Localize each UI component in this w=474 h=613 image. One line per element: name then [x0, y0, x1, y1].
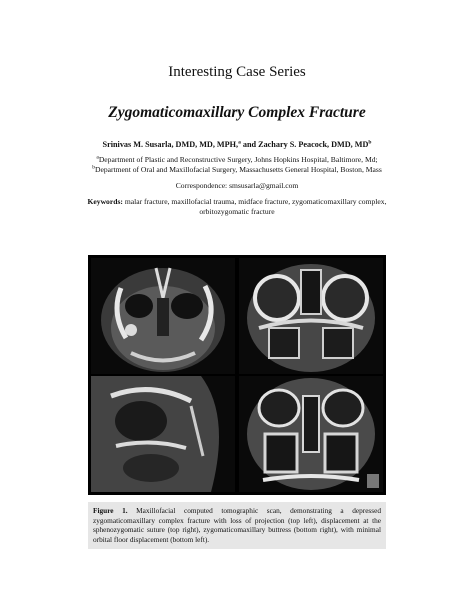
affiliation-b	[0, 165, 474, 175]
figure-label: Figure 1.	[93, 506, 128, 515]
affiliation-a-mark: a	[96, 154, 99, 161]
author-a: Srinivas M. Susarla, DMD, MD, MPH,	[102, 140, 239, 149]
affiliation-a-text: Department of Plastic and Reconstructive Surgery, Johns Hopkins Hospital, Baltimore, Md;	[98, 155, 378, 164]
series-heading: Interesting Case Series	[168, 64, 306, 80]
affiliation-b-text: Department of Oral and Maxillofacial Surgery, Massachusetts General Hospital, Boston, Mass	[94, 165, 382, 174]
ct-figure	[88, 255, 386, 495]
author-b: and Zachary S. Peacock, DMD, MD	[240, 140, 369, 149]
author-b-mark: b	[368, 139, 372, 146]
keywords	[80, 197, 394, 217]
affiliations	[0, 155, 474, 175]
ct-panel-top-right	[239, 258, 383, 374]
figure-caption-text: Maxillofacial computed tomographic scan, demonstrating a depressed zygomaticomaxillary complex fracture with loss of projection (top left), displacement at the sphenozygomatic suture (top right), zygomaticomaxillary buttress (bottom right), with minimal orbital floor displacement (bottom left).	[93, 506, 381, 544]
keywords-label: Keywords:	[87, 197, 123, 206]
ct-panel-top-left	[91, 258, 235, 374]
figure-caption	[88, 502, 386, 549]
affiliation-a	[0, 155, 474, 165]
scanner-logo-icon	[367, 474, 379, 488]
correspondence: Correspondence: smsusarla@gmail.com	[175, 181, 299, 190]
author-a-mark: a	[238, 139, 241, 146]
author-line	[0, 140, 474, 149]
affiliation-b-mark: b	[92, 164, 95, 171]
ct-panel-bottom-left	[91, 376, 235, 492]
ct-panel-bottom-right	[239, 376, 383, 492]
article-title: Zygomaticomaxillary Complex Fracture	[108, 104, 366, 121]
keywords-text: malar fracture, maxillofacial trauma, midface fracture, zygomaticomaxillary complex, orbitozygomatic fracture	[122, 197, 387, 216]
